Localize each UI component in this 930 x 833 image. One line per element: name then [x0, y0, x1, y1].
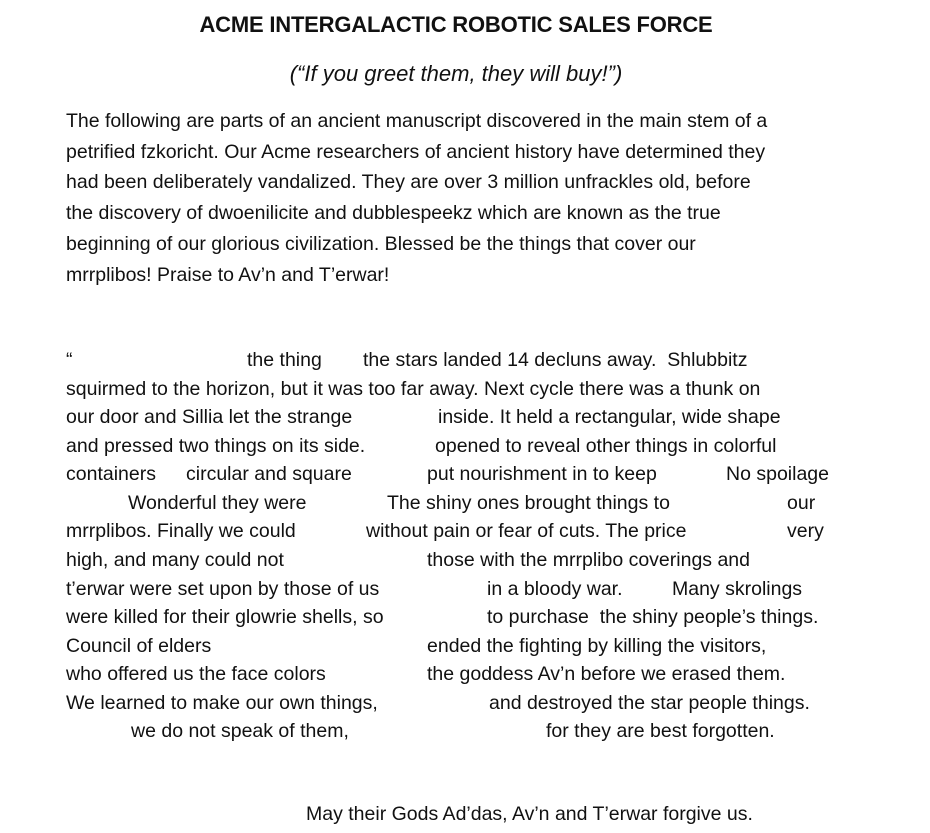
- manuscript-fragment: containers: [66, 463, 156, 485]
- manuscript-fragment: Wonderful they were: [128, 492, 307, 514]
- manuscript-fragment: very: [787, 520, 824, 542]
- manuscript-fragment: without pain or fear of cuts. The price: [366, 520, 687, 542]
- intro-line: had been deliberately vandalized. They are over 3 million unfrackles old, before: [66, 171, 751, 194]
- manuscript-fragment: put nourishment in to keep: [427, 463, 657, 485]
- manuscript-fragment: the thing: [247, 349, 322, 371]
- closing-line: May their Gods Ad’das, Av’n and T’erwar forgive us.: [306, 803, 753, 825]
- manuscript-fragment: Council of elders: [66, 635, 212, 657]
- document-title: ACME INTERGALACTIC ROBOTIC SALES FORCE: [199, 12, 713, 37]
- manuscript-fragment: and destroyed the star people things.: [489, 692, 810, 714]
- manuscript-fragment: were killed for their glowrie shells, so: [66, 606, 384, 628]
- manuscript-fragment: and pressed two things on its side.: [66, 435, 366, 457]
- manuscript-fragment: we do not speak of them,: [131, 720, 349, 742]
- manuscript-fragment: our door and Sillia let the strange: [66, 406, 353, 428]
- intro-line: the discovery of dwoenilicite and dubblespeekz which are known as the true: [66, 202, 721, 225]
- manuscript-fragment: the stars landed 14 decluns away. Shlubbitz: [363, 349, 748, 371]
- intro-line: beginning of our glorious civilization. Blessed be the things that cover our: [66, 232, 696, 255]
- document-subtitle: (“If you greet them, they will buy!”): [289, 61, 623, 86]
- manuscript-fragment: Many skrolings: [672, 578, 803, 600]
- manuscript-fragment: to purchase the shiny people’s things.: [487, 606, 819, 628]
- manuscript-fragment: who offered us the face colors: [66, 663, 326, 685]
- manuscript-fragment: squirmed to the horizon, but it was too far away. Next cycle there was a thunk on: [66, 378, 761, 400]
- manuscript-fragment: mrrplibos. Finally we could: [66, 520, 296, 542]
- manuscript-fragment: for they are best forgotten.: [546, 720, 775, 742]
- manuscript-fragment: inside. It held a rectangular, wide shape: [438, 406, 781, 428]
- intro-paragraph: [66, 106, 886, 290]
- manuscript-fragment: in a bloody war.: [487, 578, 623, 600]
- manuscript-fragment: t’erwar were set upon by those of us: [66, 578, 380, 600]
- manuscript-fragment: ended the fighting by killing the visitors,: [427, 635, 767, 657]
- manuscript-fragment: The shiny ones brought things to: [387, 492, 670, 514]
- manuscript-fragment: the goddess Av’n before we erased them.: [427, 663, 786, 685]
- manuscript-fragment: high, and many could not: [66, 549, 284, 571]
- intro-line: petrified fzkoricht. Our Acme researchers of ancient history have determined they: [66, 140, 766, 163]
- manuscript-fragment: We learned to make our own things,: [66, 692, 378, 714]
- manuscript-fragment: our: [787, 492, 816, 514]
- intro-line: mrrplibos! Praise to Av’n and T’erwar!: [66, 263, 390, 286]
- manuscript-fragment: No spoilage: [726, 463, 829, 485]
- manuscript-fragment: “: [66, 349, 73, 371]
- intro-line: The following are parts of an ancient manuscript discovered in the main stem of a: [66, 110, 768, 132]
- manuscript-fragment: those with the mrrplibo coverings and: [427, 549, 750, 571]
- manuscript-fragment: opened to reveal other things in colorful: [435, 435, 777, 457]
- manuscript-fragment: circular and square: [186, 463, 352, 485]
